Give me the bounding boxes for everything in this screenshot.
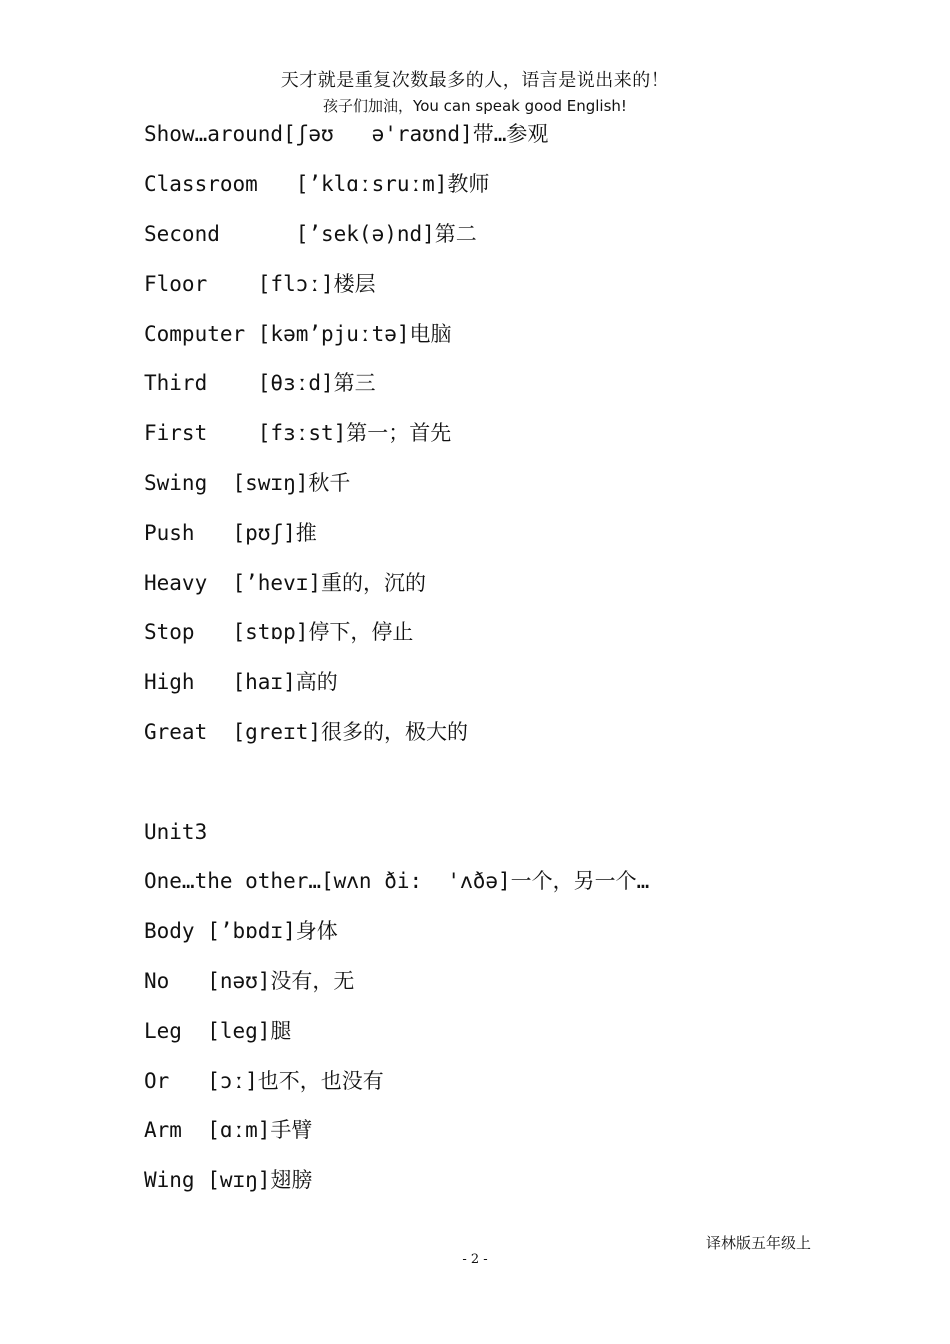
vocab-entry-high: High [haɪ]高的 bbox=[144, 670, 338, 694]
vocab-entry-stop: Stop [stɒp]停下，停止 bbox=[144, 620, 414, 644]
vocab-entry-or: Or [ɔː]也不，也没有 bbox=[144, 1069, 384, 1093]
vocab-entry-wing: Wing [wɪŋ]翅膀 bbox=[144, 1168, 313, 1192]
vocab-entry-body: Body [’bɒdɪ]身体 bbox=[144, 919, 338, 943]
vocab-entry-third: Third [θɜːd]第三 bbox=[144, 371, 376, 395]
vocab-entry-floor: Floor [flɔː]楼层 bbox=[144, 272, 376, 296]
vocab-entry-no: No [nəʊ]没有，无 bbox=[144, 969, 355, 993]
vocab-entry-heavy: Heavy [’hevɪ]重的，沉的 bbox=[144, 571, 427, 595]
vocab-entry-classroom: Classroom [’klɑːsruːm]教师 bbox=[144, 172, 490, 196]
vocab-entry-show-around: Show…around[ʃəʊ ə'raʊnd]带…参观 bbox=[144, 122, 549, 146]
vocab-entry-one-the-other: One…the other…[wʌn ði: 'ʌðə]一个，另一个… bbox=[144, 869, 650, 893]
vocab-entry-push: Push [pʊʃ]推 bbox=[144, 521, 317, 545]
page-number: - 2 - bbox=[462, 1252, 488, 1267]
vocab-entry-arm: Arm [ɑːm]手臂 bbox=[144, 1118, 313, 1142]
vocab-entry-second: Second [’sek(ə)nd]第二 bbox=[144, 222, 477, 246]
vocab-entry-leg: Leg [leg]腿 bbox=[144, 1019, 292, 1043]
unit-heading: Unit3 bbox=[144, 820, 208, 844]
vocab-entry-swing: Swing [swɪŋ]秋千 bbox=[144, 471, 351, 495]
header-motto: 天才就是重复次数最多的人，语言是说出来的！ bbox=[280, 70, 670, 91]
vocab-entry-first: First [fɜːst]第一；首先 bbox=[144, 421, 452, 445]
header-cheer: 孩子们加油，You can speak good English! bbox=[323, 97, 627, 115]
footer-book-title: 译林版五年级上 bbox=[706, 1234, 812, 1252]
vocab-entry-great: Great [greɪt]很多的，极大的 bbox=[144, 720, 469, 744]
vocab-entry-computer: Computer [kəm’pjuːtə]电脑 bbox=[144, 322, 452, 346]
